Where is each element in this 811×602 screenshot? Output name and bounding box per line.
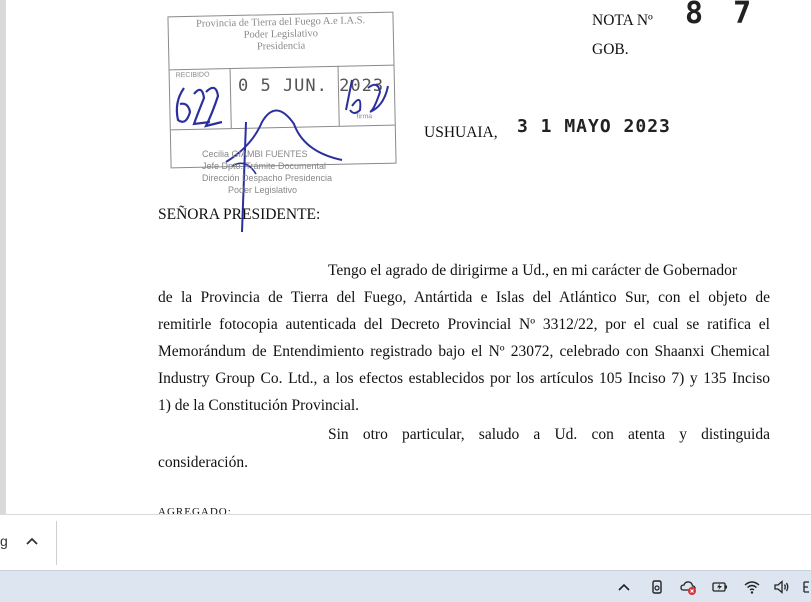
cloud-error-icon[interactable] [679,578,697,596]
chevron-up-icon[interactable] [24,533,40,549]
signature-line3: Dirección Despacho Presidencia [202,173,333,183]
closing-line-1: Sin otro particular, saludo a Ud. con atenta y distinguida [328,426,770,443]
signature-line2: Jefe Dpto. Trámite Documental [202,161,327,171]
nota-number: 8 7 [685,0,758,31]
speaker-icon[interactable] [773,578,791,596]
body-line-2: de la Provincia de Tierra del Fuego, Antártida e Islas del Atlántico Sur, con el objeto de [158,289,770,306]
body-line-1: Tengo el agrado de dirigirme a Ud., en mi carácter de Gobernador [328,262,738,279]
salutation: SEÑORA PRESIDENTE: [158,206,321,223]
letter-date: 3 1 MAYO 2023 [517,116,671,137]
reception-date: 0 5 JUN. 2023 [238,76,385,96]
battery-icon[interactable] [711,578,729,596]
signature-line1: Cecilia GIAMBI FUENTES [202,149,308,159]
nota-label: NOTA Nº [592,12,653,29]
stamp-header-line3: Presidencia [256,40,306,53]
body-line-3: remitirle fotocopia autenticada del Decreto Provincial Nº 3312/22, por el cual se ratifica el [158,316,770,333]
chevron-up-icon[interactable] [615,578,633,596]
body-line-5: Industry Group Co. Ltd., a los efectos establecidos por los artículos 105 Inciso 7) y 135 Inciso [158,370,770,387]
stamp-header [168,15,393,56]
closing-line-2: consideración. [158,454,248,471]
stamp-header-line2: Poder Legislativo [243,28,319,41]
notification-edge-icon[interactable] [801,578,811,596]
download-bar [0,514,811,571]
body-line-4: Memorándum de Entendimiento registrado bajo el Nº 23072, celebrado con Shaanxi Chemical [158,343,770,360]
stamp-recibido-label: RECIBIDO [175,71,210,80]
agregado-label: AGREGADO: [158,506,232,514]
city-label: USHUAIA, [424,124,498,141]
download-bar-separator [56,521,57,565]
stamp-header-line1: Provincia de Tierra del Fuego A.e I.A.S. [195,15,366,30]
download-item-label[interactable]: g [0,533,8,549]
phone-link-icon[interactable] [648,578,666,596]
document-page [6,0,811,514]
body-line-6: 1) de la Constitución Provincial. [158,397,360,414]
signature-line4: Poder Legislativo [228,185,298,195]
taskbar [0,570,811,602]
gob-label: GOB. [592,41,629,58]
stamp-firma-label: firma [356,113,373,121]
wifi-icon[interactable] [743,578,761,596]
